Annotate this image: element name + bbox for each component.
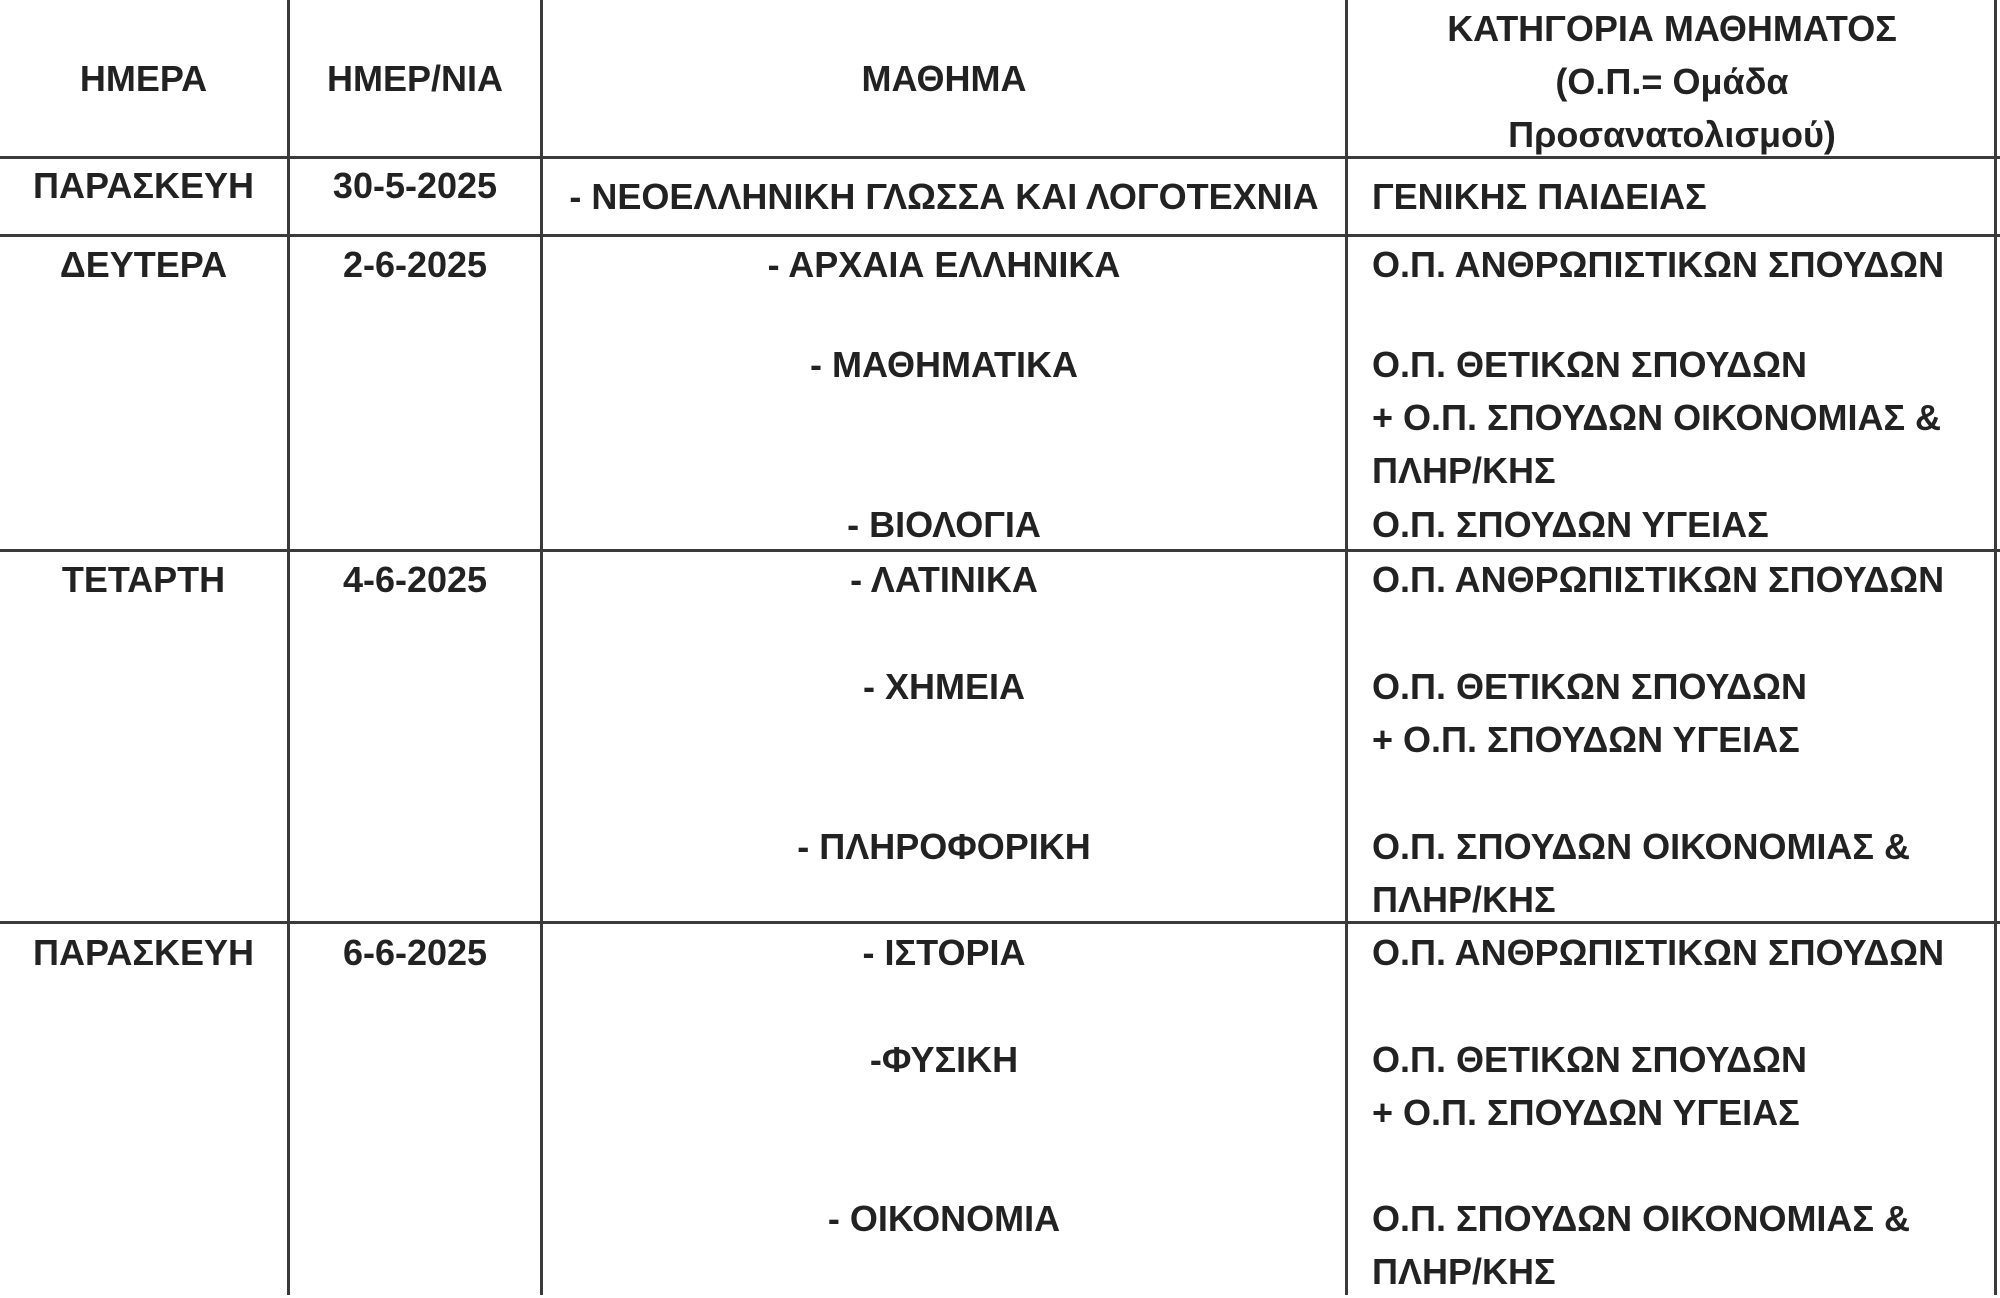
row-subject: - ΟΙΚΟΝΟΜΙΑ: [827, 1198, 1061, 1239]
row-category: Ο.Π. ΑΝΘΡΩΠΙΣΤΙΚΩΝ ΣΠΟΥΔΩΝ: [1372, 559, 1945, 600]
row-day: ΤΕΤΑΡΤΗ: [61, 559, 226, 600]
row-subject: - ΛΑΤΙΝΙΚΑ: [850, 559, 1038, 600]
row-category: Ο.Π. ΣΠΟΥΔΩΝ ΟΙΚΟΝΟΜΙΑΣ & ΠΛΗΡ/ΚΗΣ: [1372, 826, 1911, 920]
row-date: 2-6-2025: [342, 244, 488, 285]
header-subject: ΜΑΘΗΜΑ: [861, 58, 1027, 99]
row-subject: - ΜΑΘΗΜΑΤΙΚΑ: [810, 344, 1078, 385]
header-category-line1: ΚΑΤΗΓΟΡΙΑ ΜΑΘΗΜΑΤΟΣ: [1447, 8, 1897, 49]
row-day: ΠΑΡΑΣΚΕΥΗ: [33, 165, 254, 206]
row-category: Ο.Π. ΑΝΘΡΩΠΙΣΤΙΚΩΝ ΣΠΟΥΔΩΝ: [1372, 244, 1945, 285]
header-day: ΗΜΕΡΑ: [79, 58, 208, 99]
row-subject: - ΙΣΤΟΡΙΑ: [862, 932, 1026, 973]
row-date: 4-6-2025: [342, 559, 488, 600]
row-category: Ο.Π. ΣΠΟΥΔΩΝ ΟΙΚΟΝΟΜΙΑΣ & ΠΛΗΡ/ΚΗΣ: [1372, 1198, 1911, 1292]
row-day: ΔΕΥΤΕΡΑ: [59, 244, 228, 285]
row-subject: - ΠΛΗΡΟΦΟΡΙΚΗ: [797, 826, 1091, 867]
row-subject: - ΧΗΜΕΙΑ: [863, 666, 1025, 707]
row-subject: - ΒΙΟΛΟΓΙΑ: [847, 504, 1041, 545]
header-category: [1347, 2, 1997, 161]
row-category: Ο.Π. ΘΕΤΙΚΩΝ ΣΠΟΥΔΩΝ + Ο.Π. ΣΠΟΥΔΩΝ ΟΙΚΟΝΟΜΙΑΣ & ΠΛΗΡ/ΚΗΣ: [1372, 344, 1942, 491]
column-divider: [1345, 0, 1348, 1295]
header-date: ΗΜΕΡ/ΝΙΑ: [326, 58, 503, 99]
row-subject: - ΝΕΟΕΛΛΗΝΙΚΗ ΓΛΩΣΣΑ ΚΑΙ ΛΟΓΟΤΕΧΝΙΑ: [569, 176, 1319, 217]
row-category: Ο.Π. ΣΠΟΥΔΩΝ ΥΓΕΙΑΣ: [1372, 504, 1769, 545]
header-category-line3: Προσανατολισμού): [1508, 114, 1836, 155]
row-category: Ο.Π. ΘΕΤΙΚΩΝ ΣΠΟΥΔΩΝ + Ο.Π. ΣΠΟΥΔΩΝ ΥΓΕΙΑΣ: [1372, 666, 1807, 760]
row-date: 6-6-2025: [342, 932, 488, 973]
row-category: Ο.Π. ΑΝΘΡΩΠΙΣΤΙΚΩΝ ΣΠΟΥΔΩΝ: [1372, 932, 1945, 973]
header-category-line2: (Ο.Π.= Ομάδα: [1555, 61, 1789, 102]
row-date: 30-5-2025: [332, 165, 498, 206]
column-divider: [1994, 0, 1997, 1295]
row-subject: - ΑΡΧΑΙΑ ΕΛΛΗΝΙΚΑ: [767, 244, 1121, 285]
row-category: Ο.Π. ΘΕΤΙΚΩΝ ΣΠΟΥΔΩΝ + Ο.Π. ΣΠΟΥΔΩΝ ΥΓΕΙΑΣ: [1372, 1039, 1807, 1133]
row-divider: [0, 234, 2000, 237]
row-category: ΓΕΝΙΚΗΣ ΠΑΙΔΕΙΑΣ: [1372, 176, 1707, 217]
row-day: ΠΑΡΑΣΚΕΥΗ: [33, 932, 254, 973]
row-subject: -ΦΥΣΙΚΗ: [869, 1039, 1019, 1080]
